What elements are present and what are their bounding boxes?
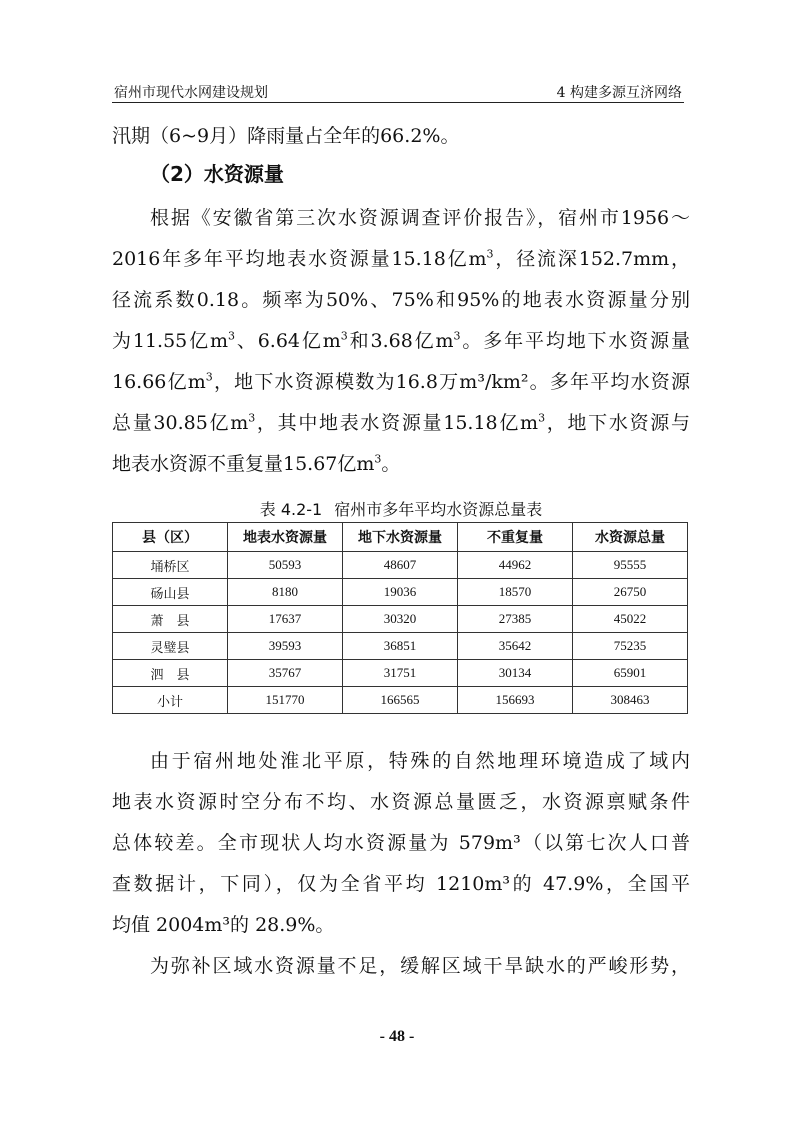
intro-line: 汛期（6~9月）降雨量占全年的66.2%。 (112, 125, 460, 147)
subtotal-label-cell: 小计 (113, 687, 228, 714)
value-cell: 48607 (343, 552, 458, 579)
value-cell: 27385 (458, 606, 573, 633)
header-chapter-title: 4 构建多源互济网络 (556, 85, 682, 101)
county-cell: 砀山县 (113, 579, 228, 606)
county-cell: 灵璧县 (113, 633, 228, 660)
value-cell: 65901 (573, 660, 688, 687)
table-header-row (113, 523, 688, 552)
closing-paragraph (112, 946, 690, 987)
analysis-paragraph (112, 741, 690, 946)
column-header-total: 水资源总量 (573, 523, 688, 552)
county-cell: 埇桥区 (113, 552, 228, 579)
paragraph-line: 地表水资源不重复量15.67亿$m^3$。 (112, 452, 401, 475)
table-row (113, 579, 688, 606)
table-row (113, 606, 688, 633)
table-row (113, 552, 688, 579)
section-heading: （2）水资源量 (150, 162, 284, 186)
header-document-title: 宿州市现代水网建设规划 (114, 85, 268, 101)
value-cell: 36851 (343, 633, 458, 660)
table-row (113, 660, 688, 687)
table-caption-title: 宿州市多年平均水资源总量表 (334, 500, 543, 519)
value-cell: 45022 (573, 606, 688, 633)
intro-paragraph (112, 116, 690, 157)
county-cell: 萧 县 (113, 606, 228, 633)
value-cell: 95555 (573, 552, 688, 579)
paragraph-line: 根据《安徽省第三次水资源调查评价报告》，宿州市1956～ (150, 207, 690, 229)
value-cell: 151770 (228, 687, 343, 714)
value-cell: 35642 (458, 633, 573, 660)
column-header-county: 县（区） (113, 523, 228, 552)
value-cell: 30134 (458, 660, 573, 687)
paragraph-line: 径流系数0.18。频率为50%、75%和95%的地表水资源量分别 (112, 289, 690, 311)
column-header-groundwater: 地下水资源量 (343, 523, 458, 552)
value-cell: 39593 (228, 633, 343, 660)
table-caption-number: 表 4.2-1 (259, 500, 323, 519)
paragraph-line: 地表水资源时空分布不均、水资源总量匮乏，水资源禀赋条件 (112, 791, 690, 813)
value-cell: 31751 (343, 660, 458, 687)
value-cell: 308463 (573, 687, 688, 714)
paragraph-line: 16.66亿$m^3$，地下水资源模数为16.8万m³/km²。多年平均水资源 (112, 370, 690, 393)
paragraph-line: 为11.55亿$m^3$、6.64亿$m^3$和3.68亿$m^3$。多年平均地下水资源量 (112, 329, 690, 352)
table-row (113, 633, 688, 660)
value-cell: 50593 (228, 552, 343, 579)
paragraph-line: 总体较差。全市现状人均水资源量为 579m³（以第七次人口普 (112, 832, 690, 854)
value-cell: 8180 (228, 579, 343, 606)
value-cell: 44962 (458, 552, 573, 579)
paragraph-line: 均值 2004m³的 28.9%。 (112, 914, 335, 936)
paragraph-line: 为弥补区域水资源量不足，缓解区域干旱缺水的严峻形势， (150, 955, 690, 977)
value-cell: 26750 (573, 579, 688, 606)
value-cell: 30320 (343, 606, 458, 633)
county-cell: 泗 县 (113, 660, 228, 687)
water-resources-paragraph (112, 198, 690, 485)
value-cell: 156693 (458, 687, 573, 714)
paragraph-line: 查数据计，下同），仅为全省平均 1210m³的 47.9%，全国平 (112, 873, 690, 895)
paragraph-line: 2016年多年平均地表水资源量15.18亿$m^3$，径流深152.7mm， (112, 247, 690, 270)
page-number: - 48 - (379, 1028, 415, 1045)
value-cell: 35767 (228, 660, 343, 687)
water-resources-table (112, 522, 688, 714)
table-row-subtotal (113, 687, 688, 714)
table-caption (112, 497, 690, 520)
value-cell: 75235 (573, 633, 688, 660)
value-cell: 17637 (228, 606, 343, 633)
paragraph-line: 总量30.85亿$m^3$，其中地表水资源量15.18亿$m^3$，地下水资源与 (112, 411, 690, 434)
column-header-surface-water: 地表水资源量 (228, 523, 343, 552)
running-header (112, 80, 684, 103)
paragraph-line: 由于宿州地处淮北平原，特殊的自然地理环境造成了域内 (150, 750, 690, 772)
column-header-non-overlap: 不重复量 (458, 523, 573, 552)
value-cell: 166565 (343, 687, 458, 714)
value-cell: 18570 (458, 579, 573, 606)
value-cell: 19036 (343, 579, 458, 606)
